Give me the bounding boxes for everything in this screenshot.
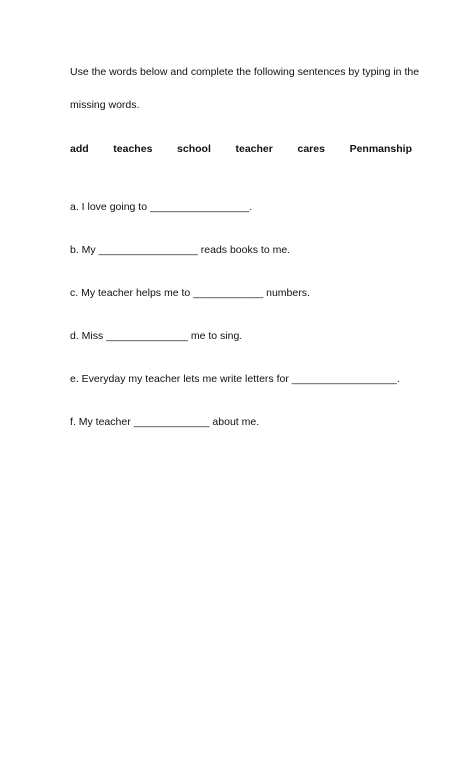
word-bank-item: school xyxy=(177,143,211,155)
sentence-a: a. I love going to _________________. xyxy=(70,201,253,213)
word-bank-item: teaches xyxy=(113,143,153,155)
word-bank-item: cares xyxy=(297,143,325,155)
sentence-b: b. My _________________ reads books to me. xyxy=(70,244,291,256)
word-bank xyxy=(70,143,412,155)
word-bank-item: add xyxy=(70,143,89,155)
word-bank-item: Penmanship xyxy=(349,143,412,155)
sentence-e: e. Everyday my teacher lets me write letters for __________________. xyxy=(70,373,400,385)
word-bank-item: teacher xyxy=(235,143,273,155)
sentence-d: d. Miss ______________ me to sing. xyxy=(70,330,243,342)
sentence-c: c. My teacher helps me to ____________ numbers. xyxy=(70,287,310,299)
instructions-text: Use the words below and complete the following sentences by typing in the missing words. xyxy=(70,66,420,111)
sentence-f: f. My teacher _____________ about me. xyxy=(70,416,260,428)
